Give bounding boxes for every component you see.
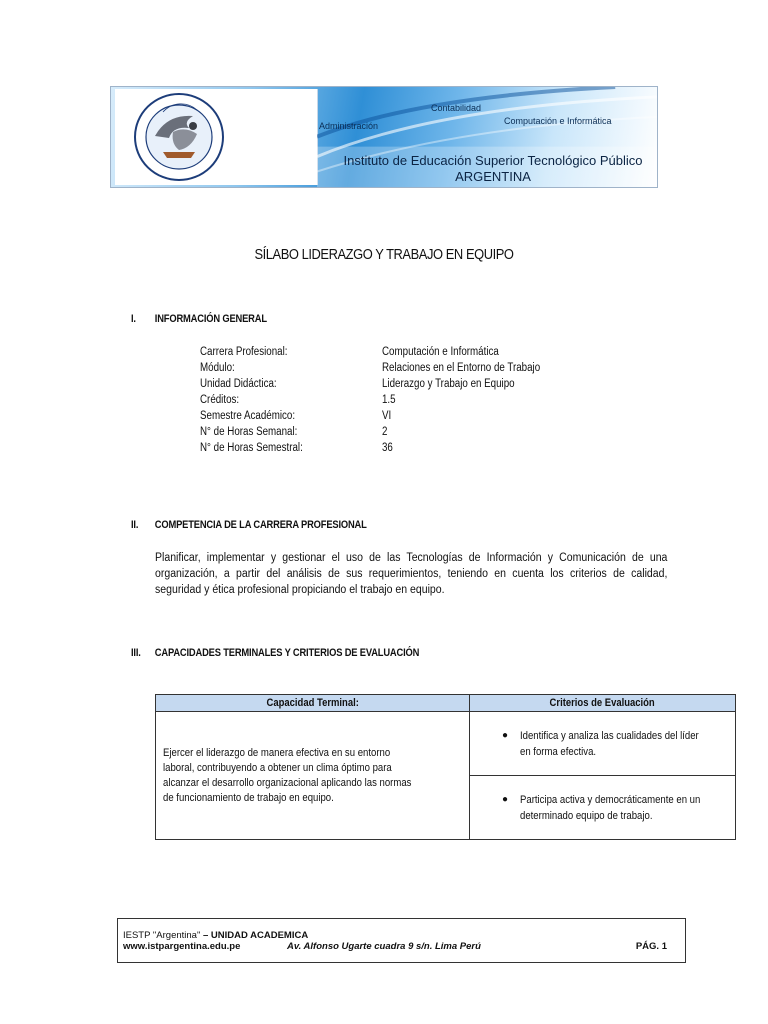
section-1-number: I.: [131, 313, 136, 325]
info-label: Créditos:: [200, 394, 240, 406]
column-header-criteria: Criterios de Evaluación: [470, 695, 736, 712]
table-row: [156, 712, 736, 776]
info-row: [200, 408, 568, 424]
section-1-title: INFORMACIÓN GENERAL: [154, 313, 267, 325]
criteria-item: [470, 728, 735, 760]
info-value: Relaciones en el Entorno de Trabajo: [382, 362, 541, 374]
capacities-table: [155, 694, 736, 840]
document-title: SÍLABO LIDERAZGO Y TRABAJO EN EQUIPO: [254, 246, 514, 263]
bullet-icon: ●: [502, 729, 509, 741]
section-3-title: CAPACIDADES TERMINALES Y CRITERIOS DE EVALUACIÓN: [154, 647, 420, 659]
info-value: 1.5: [382, 394, 396, 406]
criteria-cell: [470, 776, 736, 840]
info-row: [200, 392, 568, 408]
info-row: [200, 424, 568, 440]
info-row: [200, 440, 568, 456]
competence-paragraph: Planificar, implementar y gestionar el uso de las Tecnologías de Información y Comunicación de una organización, a partir del análisis de sus requerimientos, teniendo en cuenta los criterios de calidad, seguridad y ética profesional propiciando el trabajo en equipo.: [155, 552, 668, 596]
info-value: 36: [382, 442, 393, 454]
criteria-cell: [470, 712, 736, 776]
info-row: [200, 360, 568, 376]
column-header-capacity: Capacidad Terminal:: [156, 695, 470, 712]
capacity-cell: [156, 712, 470, 840]
institute-name-line2: ARGENTINA: [455, 169, 531, 184]
criteria-item: [470, 792, 735, 824]
section-2-title: COMPETENCIA DE LA CARRERA PROFESIONAL: [154, 519, 367, 531]
section-2-heading: [131, 519, 367, 531]
logo-panel: [115, 89, 318, 185]
criteria-text: Identifica y analiza las cualidades del líder en forma efectiva.: [520, 729, 699, 758]
section-2-number: II.: [131, 519, 139, 531]
general-info-list: [200, 344, 568, 456]
info-label: Unidad Didáctica:: [200, 378, 277, 390]
bullet-icon: ●: [502, 793, 509, 805]
tag-computacion: Computación e Informática: [504, 116, 612, 126]
institute-banner: [110, 86, 658, 188]
page-footer: [117, 918, 686, 963]
section-3-number: III.: [131, 647, 141, 659]
info-label: N° de Horas Semestral:: [200, 442, 303, 454]
info-label: Módulo:: [200, 362, 235, 374]
footer-website: www.istpargentina.edu.pe: [123, 941, 241, 952]
section-1-heading: [131, 313, 267, 325]
tag-contabilidad: Contabilidad: [431, 103, 482, 113]
footer-institution: IESTP "Argentina" – UNIDAD ACADEMICA: [123, 930, 309, 941]
info-value: 2: [382, 426, 388, 438]
footer-page-number: PÁG. 1: [635, 941, 667, 952]
capacity-text: Ejercer el liderazgo de manera efectiva en su entorno laboral, contribuyendo a obtener un clima óptimo para alcanzar el desarrollo organizacional aplicando las normas de funcionamiento de trabajo en equipo.: [163, 746, 412, 804]
institute-seal-logo: [133, 92, 225, 182]
footer-address: Av. Alfonso Ugarte cuadra 9 s/n. Lima Perú: [287, 941, 481, 952]
info-value: Liderazgo y Trabajo en Equipo: [382, 378, 515, 390]
info-value: VI: [382, 410, 392, 422]
tag-administracion: Administración: [319, 121, 379, 131]
info-label: Carrera Profesional:: [200, 346, 288, 358]
info-label: Semestre Académico:: [200, 410, 296, 422]
info-value: Computación e Informática: [382, 346, 499, 358]
section-3-heading: [131, 647, 419, 659]
info-row: [200, 376, 568, 392]
criteria-text: Participa activa y democráticamente en un determinado equipo de trabajo.: [520, 793, 701, 822]
info-row: [200, 344, 568, 360]
table-header-row: [156, 695, 736, 712]
institute-name: [333, 153, 653, 185]
institute-name-line1: Instituto de Educación Superior Tecnológico Público: [343, 153, 643, 168]
info-label: N° de Horas Semanal:: [200, 426, 298, 438]
